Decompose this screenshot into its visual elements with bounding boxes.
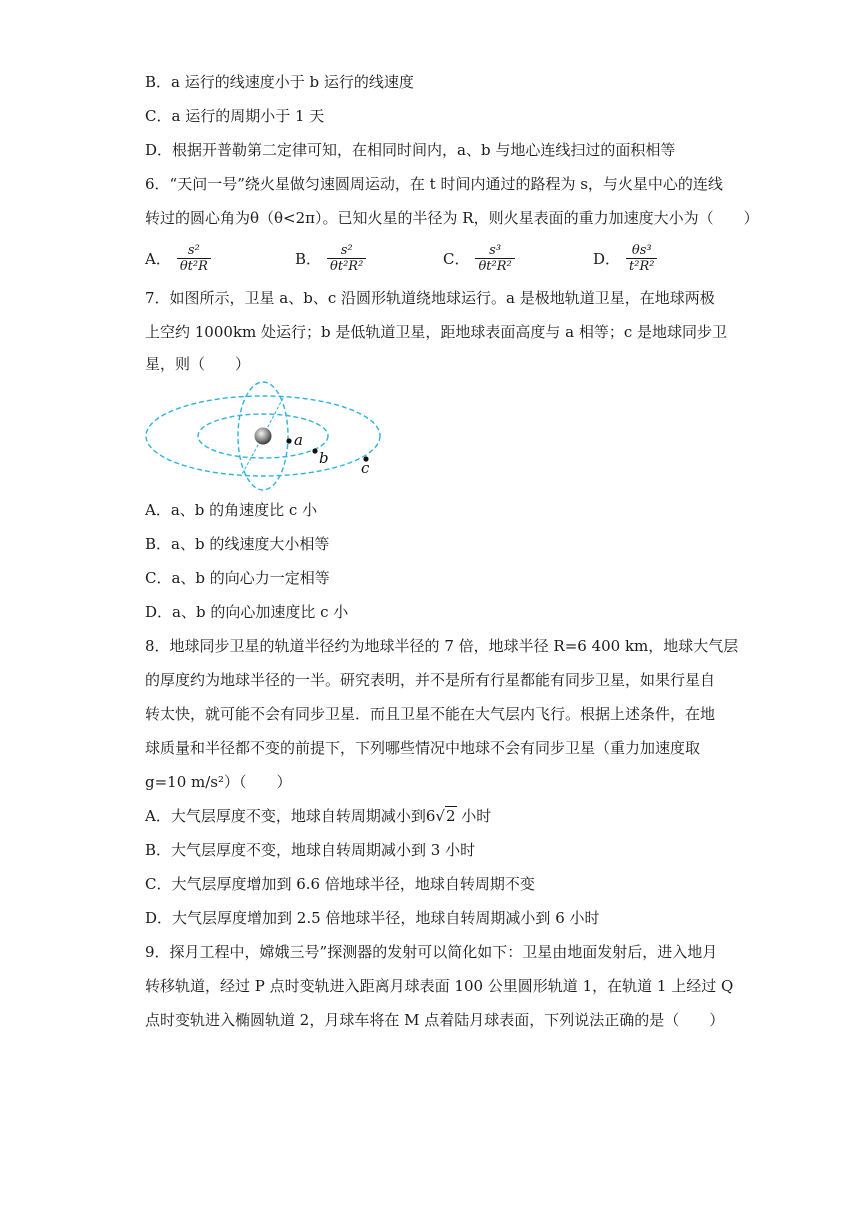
q6-choice-c xyxy=(443,236,515,280)
denominator: t²R² xyxy=(626,258,657,274)
satellite-orbit-figure xyxy=(143,378,388,493)
q5-option-c: C．a 运行的周期小于 1 天 xyxy=(145,107,325,125)
choice-label: B． xyxy=(295,249,322,268)
satellite-c-label: c xyxy=(361,459,370,477)
q7-stem-line-3: 星，则（ ） xyxy=(145,355,251,373)
numerator: θs³ xyxy=(631,242,652,258)
q7-stem-line-2: 上空约 1000km 处运行；b 是低轨道卫星，距地球表面高度与 a 相等；c 是地球同步卫 xyxy=(145,323,728,341)
satellite-a-label: a xyxy=(294,431,303,449)
q9-stem-line-1: 9．探月工程中，嫦娥三号”探测器的发射可以简化如下：卫星由地面发射后，进入地月 xyxy=(145,943,718,961)
fraction xyxy=(327,243,366,274)
denominator: θt²R² xyxy=(327,258,366,274)
fraction xyxy=(626,243,657,274)
denominator: θt²R xyxy=(177,258,211,274)
q7-option-c: C．a、b 的向心力一定相等 xyxy=(145,569,330,587)
q7-option-b: B．a、b 的线速度大小相等 xyxy=(145,535,330,553)
q8-stem-line-5: g=10 m/s²）（ ） xyxy=(145,773,292,791)
q9-stem-line-3: 点时变轨进入椭圆轨道 2，月球车将在 M 点着陆月球表面，下列说法正确的是（ ） xyxy=(145,1011,725,1029)
numerator: s² xyxy=(340,242,353,258)
q5-option-d: D．根据开普勒第二定律可知，在相同时间内，a、b 与地心连线扫过的面积相等 xyxy=(145,141,676,159)
choice-label: D． xyxy=(593,249,621,268)
q8-option-a xyxy=(145,806,725,826)
satellite-a-dot xyxy=(286,438,291,443)
q6-choice-b xyxy=(295,236,366,280)
satellite-b-label: b xyxy=(319,449,329,467)
q8-option-a-text: A．大气层厚度不变，地球自转周期减小到 xyxy=(145,807,426,825)
choice-label: C． xyxy=(443,249,470,268)
q8-stem-line-1: 8．地球同步卫星的轨道半径约为地球半径的 7 倍，地球半径 R=6 400 km，地球大气层 xyxy=(145,637,739,655)
sqrt-coefficient: 6 xyxy=(425,807,436,825)
q6-choice-d xyxy=(593,236,657,280)
numerator: s³ xyxy=(489,242,502,258)
sqrt-expression: 6√2 xyxy=(425,807,456,825)
q8-option-a-unit: 小时 xyxy=(456,807,492,825)
q8-stem-line-3: 转太快，就可能不会有同步卫星．而且卫星不能在大气层内飞行。根据上述条件，在地 xyxy=(145,705,716,723)
q7-option-d: D．a、b 的向心加速度比 c 小 xyxy=(145,603,349,621)
q9-stem-line-2: 转移轨道，经过 P 点时变轨进入距离月球表面 100 公里圆形轨道 1，在轨道 1 上经过 Q xyxy=(145,977,734,995)
sqrt-radicand: 2 xyxy=(445,807,456,825)
denominator: θt²R² xyxy=(475,258,514,274)
satellite-b-dot xyxy=(312,448,317,453)
q6-stem-line-1: 6．“天问一号”绕火星做匀速圆周运动，在 t 时间内通过的路程为 s，与火星中心的连线 xyxy=(145,175,723,193)
q8-option-b: B．大气层厚度不变，地球自转周期减小到 3 小时 xyxy=(145,841,476,859)
q6-stem-line-2: 转过的圆心角为θ（θ<2π）。已知火星的半径为 R，则火星表面的重力加速度大小为（ ） xyxy=(145,209,759,227)
fraction xyxy=(475,243,514,274)
q8-stem-line-4: 球质量和半径都不变的前提下，下列哪些情况中地球不会有同步卫星（重力加速度取 xyxy=(145,739,701,757)
q8-option-d: D．大气层厚度增加到 2.5 倍地球半径，地球自转周期减小到 6 小时 xyxy=(145,909,600,927)
q6-choices xyxy=(145,236,725,280)
q6-choice-a xyxy=(145,236,211,280)
q7-stem-line-1: 7．如图所示，卫星 a、b、c 沿圆形轨道绕地球运行。a 是极地轨道卫星，在地球两极 xyxy=(145,289,715,307)
fraction xyxy=(177,243,211,274)
earth-icon xyxy=(255,428,272,445)
choice-label: A． xyxy=(145,249,171,268)
q5-option-b: B．a 运行的线速度小于 b 运行的线速度 xyxy=(145,73,414,91)
q8-stem-line-2: 的厚度约为地球半径的一半。研究表明，并不是所有行星都能有同步卫星，如果行星自 xyxy=(145,671,716,689)
q7-option-a: A．a、b 的角速度比 c 小 xyxy=(145,501,318,519)
q8-option-c: C．大气层厚度增加到 6.6 倍地球半径，地球自转周期不变 xyxy=(145,875,535,893)
numerator: s² xyxy=(187,242,200,258)
